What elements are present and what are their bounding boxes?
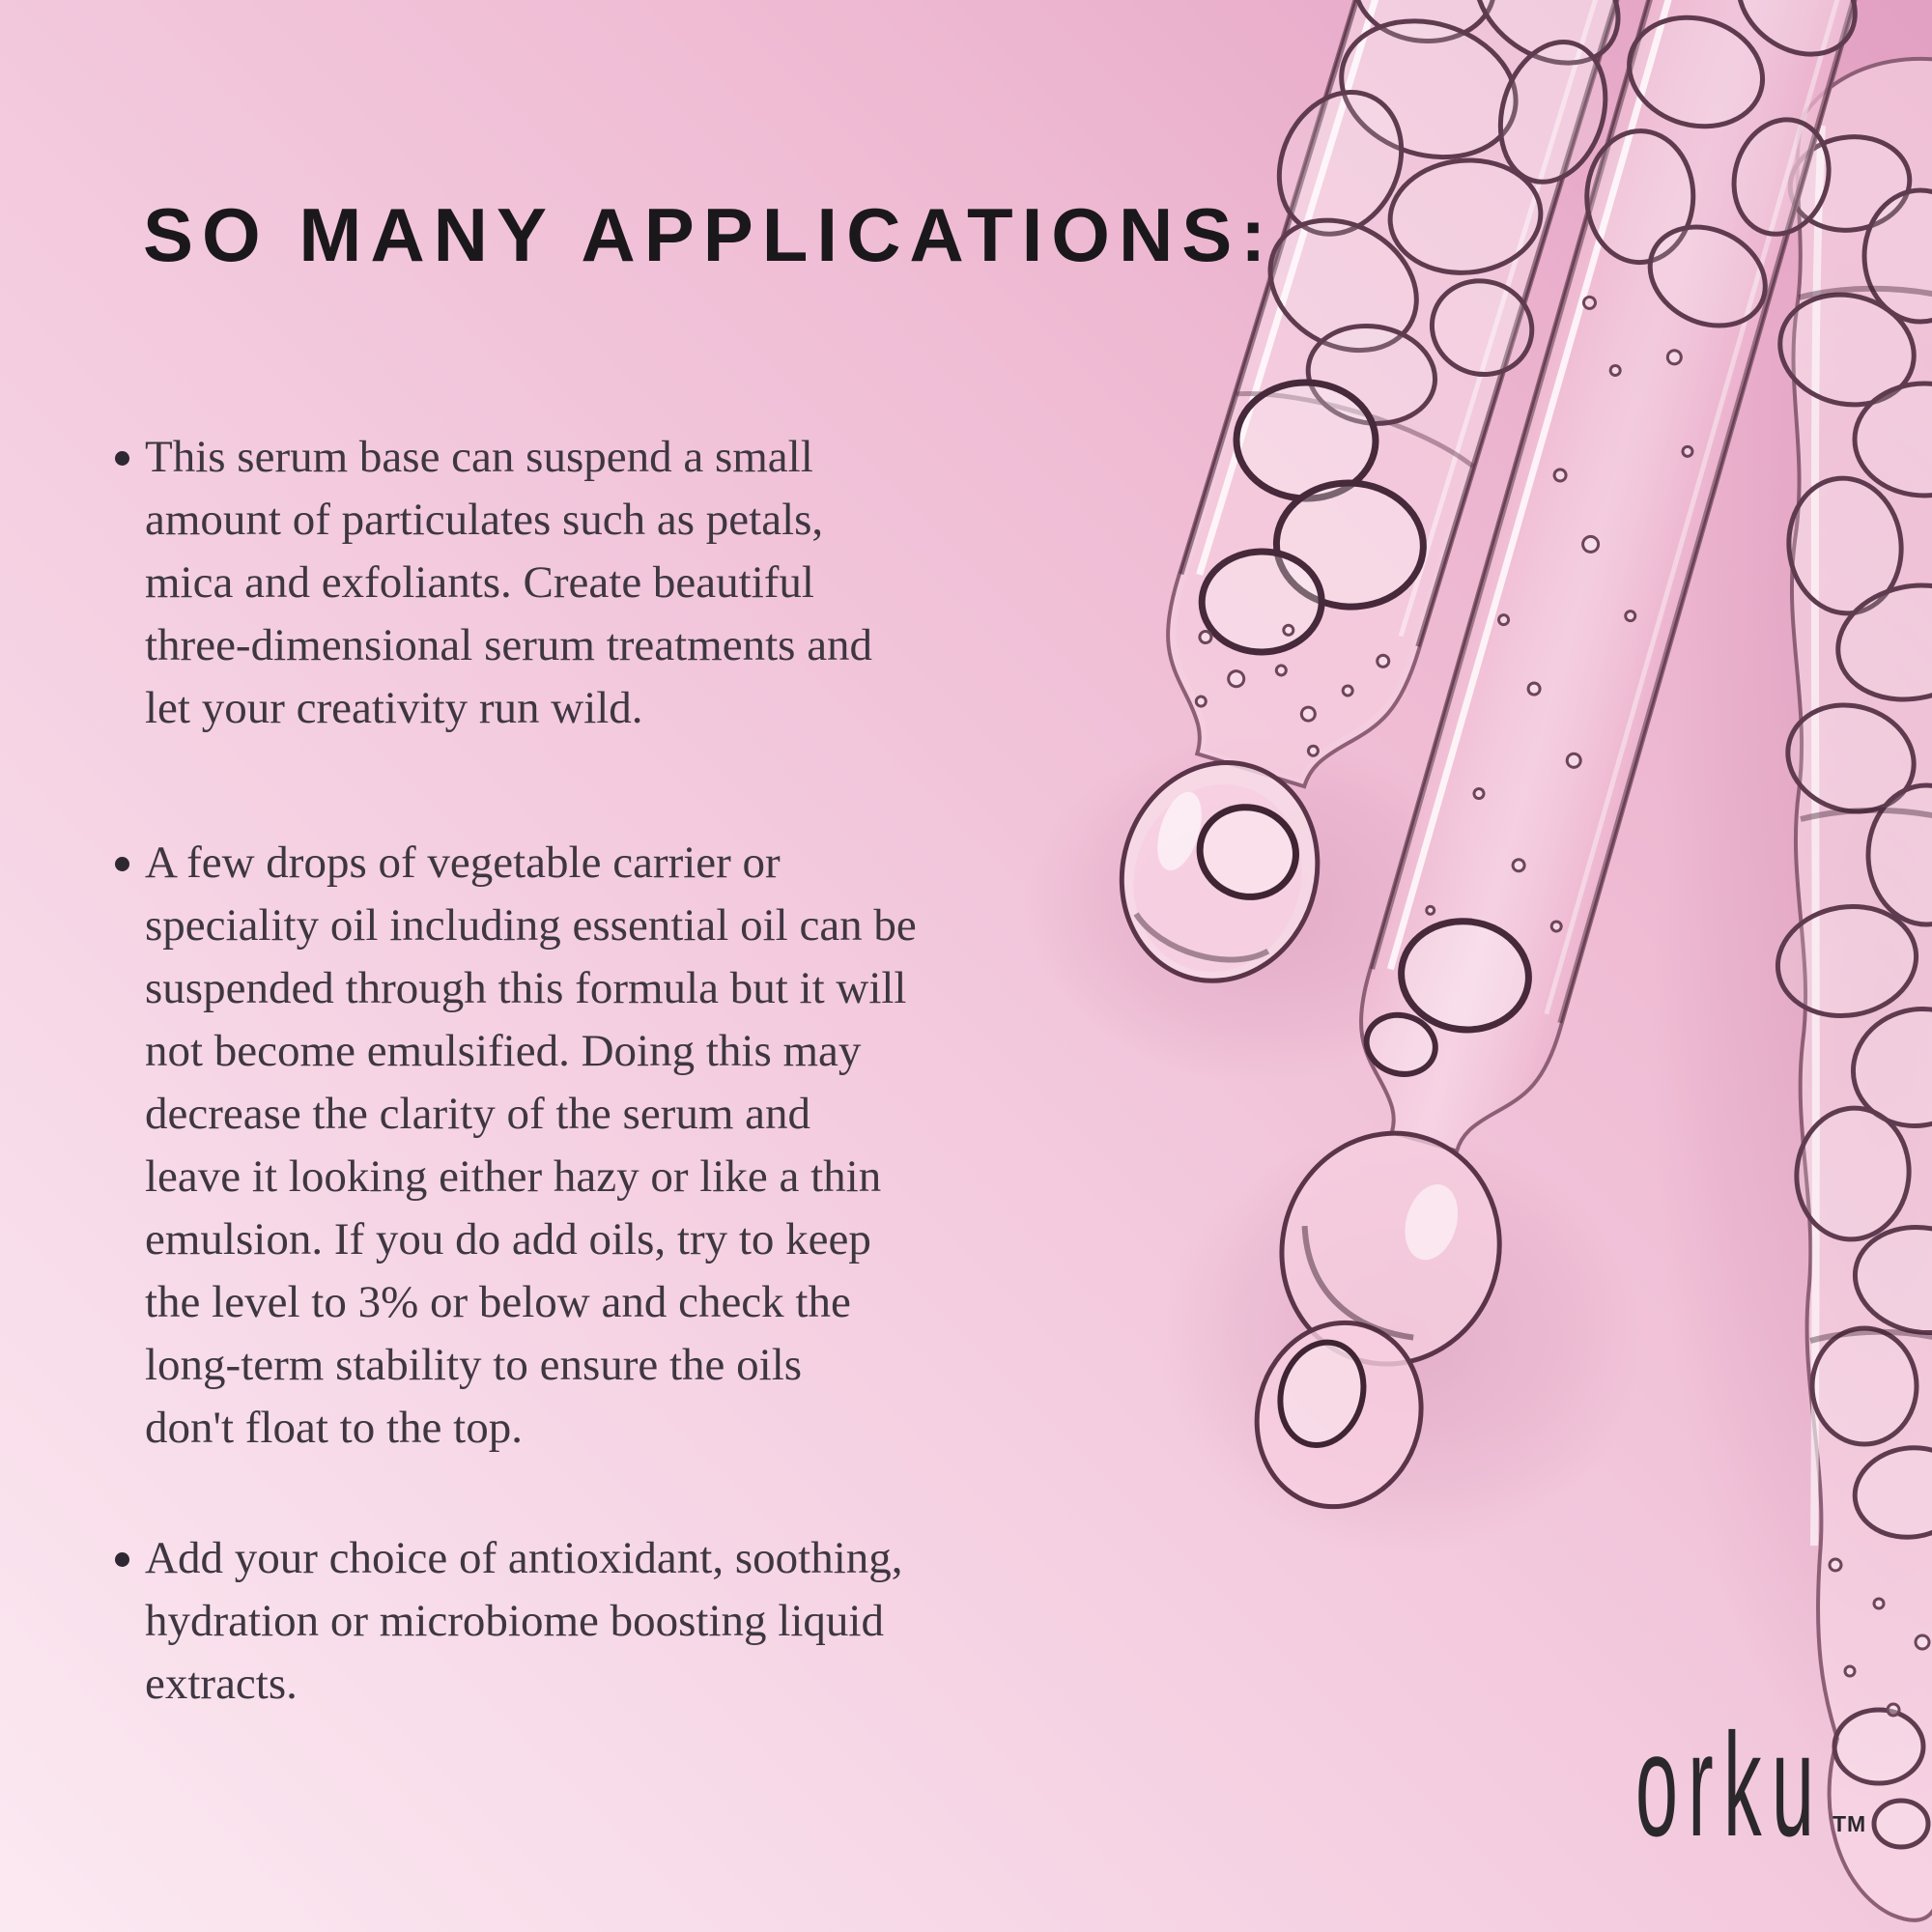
bullet-dot [115,1552,129,1567]
bullet-dot [115,451,129,466]
bullet-line: long-term stability to ensure the oils [145,1340,803,1390]
bullet-line: hydration or microbiome boosting liquid [145,1596,884,1646]
bullet-line: decrease the clarity of the serum and [145,1089,811,1139]
bullet-line: amount of particulates such as petals, [145,495,824,545]
bullet-line: speciality oil including essential oil can be [145,900,917,951]
bullet-line: A few drops of vegetable carrier or [145,838,781,888]
brand-logo [1635,1703,1867,1867]
trademark-symbol: TM [1833,1811,1867,1836]
bullet-line: extracts. [145,1659,298,1709]
bullet-line: not become emulsified. Doing this may [145,1026,862,1076]
bullet-line: suspended through this formula but it will [145,963,907,1013]
bullet-item-1 [115,426,872,740]
bullet-item-3 [115,1527,903,1716]
bullet-line: the level to 3% or below and check the [145,1277,851,1327]
bullet-line: three-dimensional serum treatments and [145,620,873,670]
page-title: SO MANY APPLICATIONS: [143,192,1275,277]
bullet-line: leave it looking either hazy or like a thin [145,1151,882,1202]
bullet-line: mica and exfoliants. Create beautiful [145,557,814,608]
bullet-item-2 [115,832,917,1460]
bullet-line: let your creativity run wild. [145,683,643,733]
bullet-line: don't float to the top. [145,1403,523,1453]
brand-logo-text: orku [1635,1703,1825,1867]
bullet-line: This serum base can suspend a small [145,432,813,482]
bullet-dot [115,857,129,871]
bullet-line: emulsion. If you do add oils, try to keep [145,1214,871,1264]
bullet-line: Add your choice of antioxidant, soothing, [145,1533,903,1583]
